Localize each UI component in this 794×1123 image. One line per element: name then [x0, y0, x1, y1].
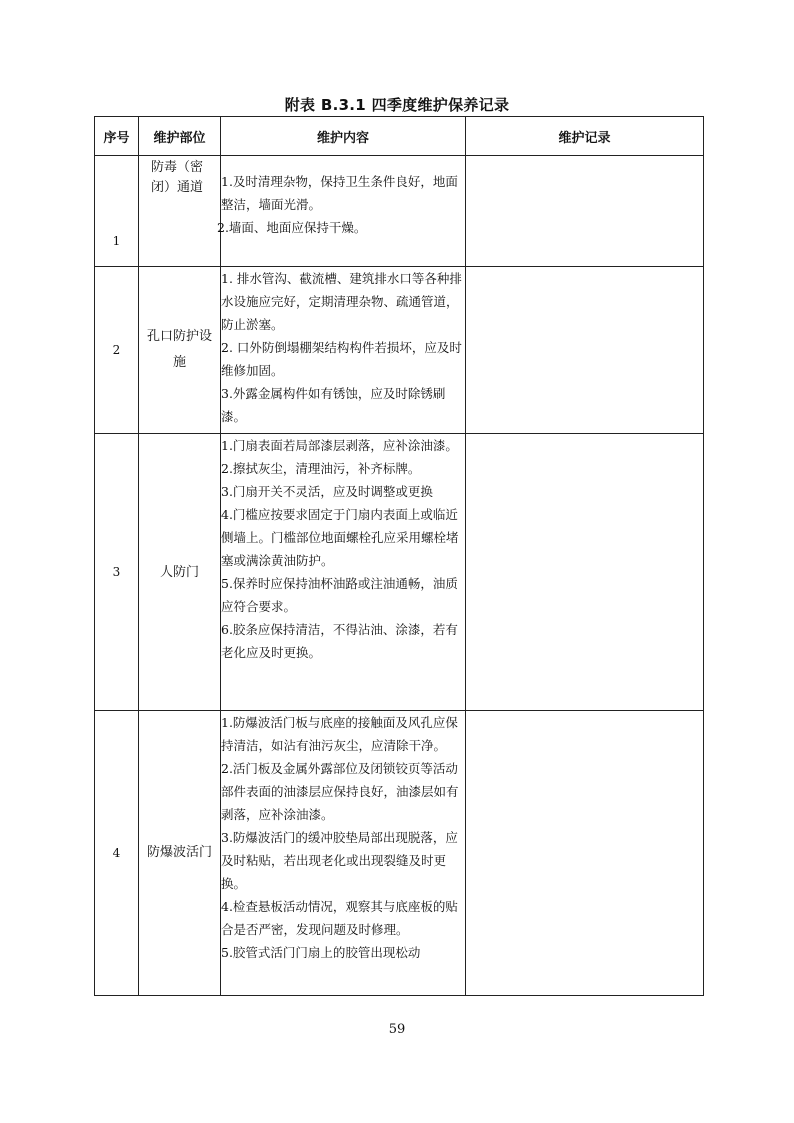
content-item: 2.墙面、地面应保持干燥。 — [217, 220, 367, 235]
content-item: 6.胶条应保持清洁，不得沾油、涂漆，若有老化应及时更换。 — [221, 622, 458, 660]
page-number: 59 — [388, 1022, 406, 1037]
row-record[interactable] — [466, 434, 704, 711]
row-part: 孔口防护设施 — [139, 267, 221, 434]
content-item: 1.及时清理杂物，保持卫生条件良好，地面整洁，墙面光滑。 — [221, 174, 458, 212]
table-header-row — [95, 117, 704, 156]
header-record: 维护记录 — [466, 117, 704, 156]
row-content — [221, 434, 466, 711]
table-row — [95, 267, 704, 434]
table-row — [95, 156, 704, 267]
content-item: 2.擦拭灰尘，清理油污，补齐标牌。 — [221, 461, 421, 476]
header-seq: 序号 — [95, 117, 139, 156]
row-record[interactable] — [466, 267, 704, 434]
content-item: 1. 排水管沟、截流槽、建筑排水口等各种排水设施应完好，定期清理杂物、疏通管道，防止淤塞。 — [221, 271, 462, 332]
content-item: 1.防爆波活门板与底座的接触面及风孔应保持清洁，如沾有油污灰尘，应清除干净。 — [221, 715, 458, 753]
table-row — [95, 711, 704, 996]
header-part: 维护部位 — [139, 117, 221, 156]
content-item: 4.门槛应按要求固定于门扇内表面上或临近侧墙上。门槛部位地面螺栓孔应采用螺栓堵塞或满涂黄油防护。 — [221, 507, 459, 568]
content-item: 5.保养时应保持油杯油路或注油通畅，油质应符合要求。 — [221, 576, 458, 614]
row-content — [217, 156, 466, 267]
content-item: 2. 口外防倒塌棚架结构构件若损坏，应及时维修加固。 — [221, 340, 462, 378]
row-seq: 1 — [95, 156, 139, 267]
maintenance-record-table — [94, 116, 704, 996]
row-part: 防毒（密闭）通道 — [139, 156, 221, 267]
content-item: 3.防爆波活门的缓冲胶垫局部出现脱落，应及时粘贴，若出现老化或出现裂缝及时更换。 — [221, 830, 458, 891]
row-part: 防爆波活门 — [139, 711, 221, 996]
row-seq: 3 — [95, 434, 139, 711]
row-part: 人防门 — [139, 434, 221, 711]
row-seq: 4 — [95, 711, 139, 996]
row-content — [221, 267, 466, 434]
table-row — [95, 434, 704, 711]
content-item: 3.外露金属构件如有锈蚀，应及时除锈刷漆。 — [221, 386, 446, 424]
row-record[interactable] — [466, 711, 704, 996]
content-item: 5.胶管式活门门扇上的胶管出现松动 — [221, 945, 421, 960]
table-title: 附表 B.3.1 四季度维护保养记录 — [284, 96, 510, 114]
header-content: 维护内容 — [221, 117, 466, 156]
content-item: 4.检查悬板活动情况，观察其与底座板的贴合是否严密，发现问题及时修理。 — [221, 899, 458, 937]
row-seq: 2 — [95, 267, 139, 434]
row-content — [221, 711, 466, 996]
row-record[interactable] — [466, 156, 704, 267]
content-item: 2.活门板及金属外露部位及闭锁铰页等活动部件表面的油漆层应保持良好，油漆层如有剥落，应补涂油漆。 — [221, 761, 459, 822]
content-item: 1.门扇表面若局部漆层剥落，应补涂油漆。 — [221, 438, 458, 453]
content-item: 3.门扇开关不灵活，应及时调整或更换 — [221, 484, 433, 499]
